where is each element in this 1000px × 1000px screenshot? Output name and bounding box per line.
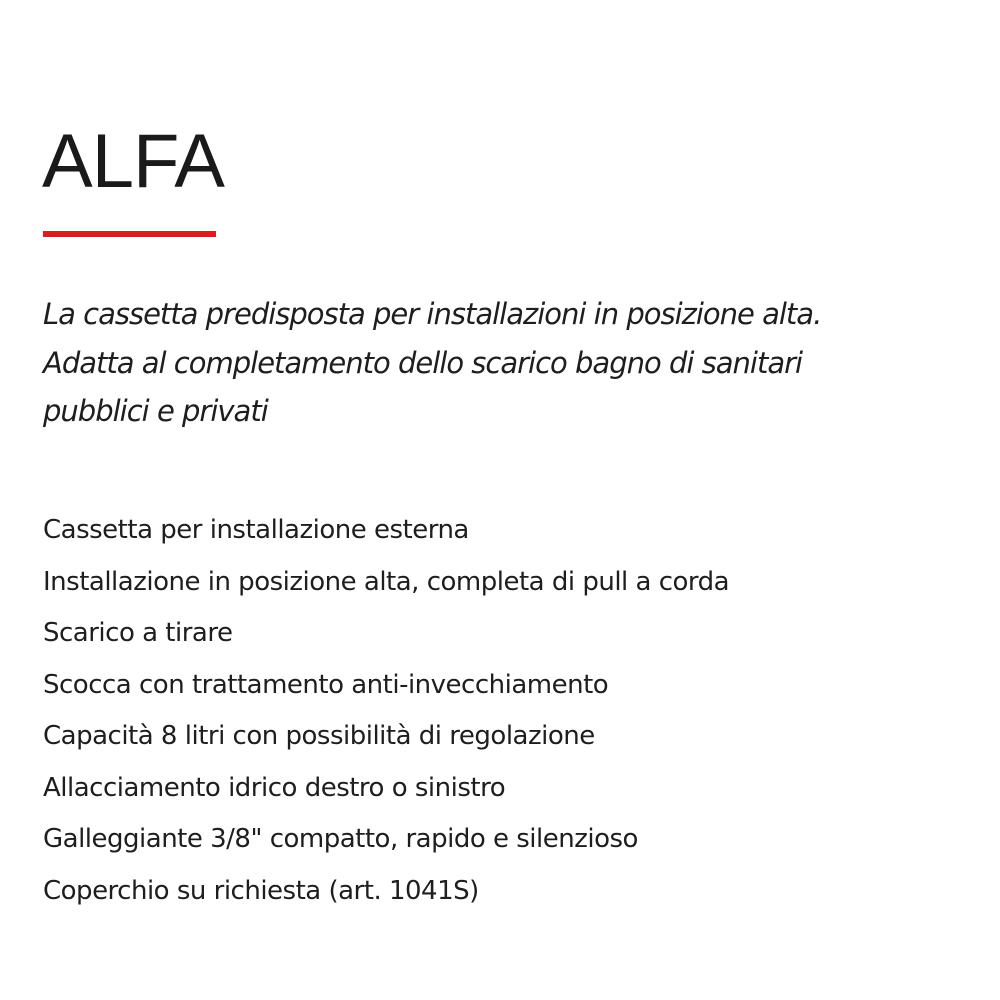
title-underline-divider (43, 231, 216, 237)
feature-item: Coperchio su richiesta (art. 1041S) (43, 875, 479, 906)
feature-item: Allacciamento idrico destro o sinistro (43, 772, 506, 803)
feature-item: Installazione in posizione alta, completa di pull a corda (43, 566, 730, 597)
feature-item: Cassetta per installazione esterna (43, 515, 469, 545)
product-intro (43, 290, 983, 436)
feature-item: Capacità 8 litri con possibilità di regolazione (43, 721, 595, 751)
product-title: ALFA (42, 119, 224, 204)
feature-list (43, 505, 729, 917)
feature-item: Galleggiante 3/8" compatto, rapido e silenzioso (43, 824, 638, 854)
intro-line: La cassetta predisposta per installazioni in posizione alta. (43, 297, 822, 331)
intro-line: pubblici e privati (43, 394, 268, 428)
intro-line: Adatta al completamento dello scarico bagno di sanitari (43, 345, 803, 380)
feature-item: Scocca con trattamento anti-invecchiamento (43, 669, 609, 700)
feature-item: Scarico a tirare (43, 618, 233, 648)
